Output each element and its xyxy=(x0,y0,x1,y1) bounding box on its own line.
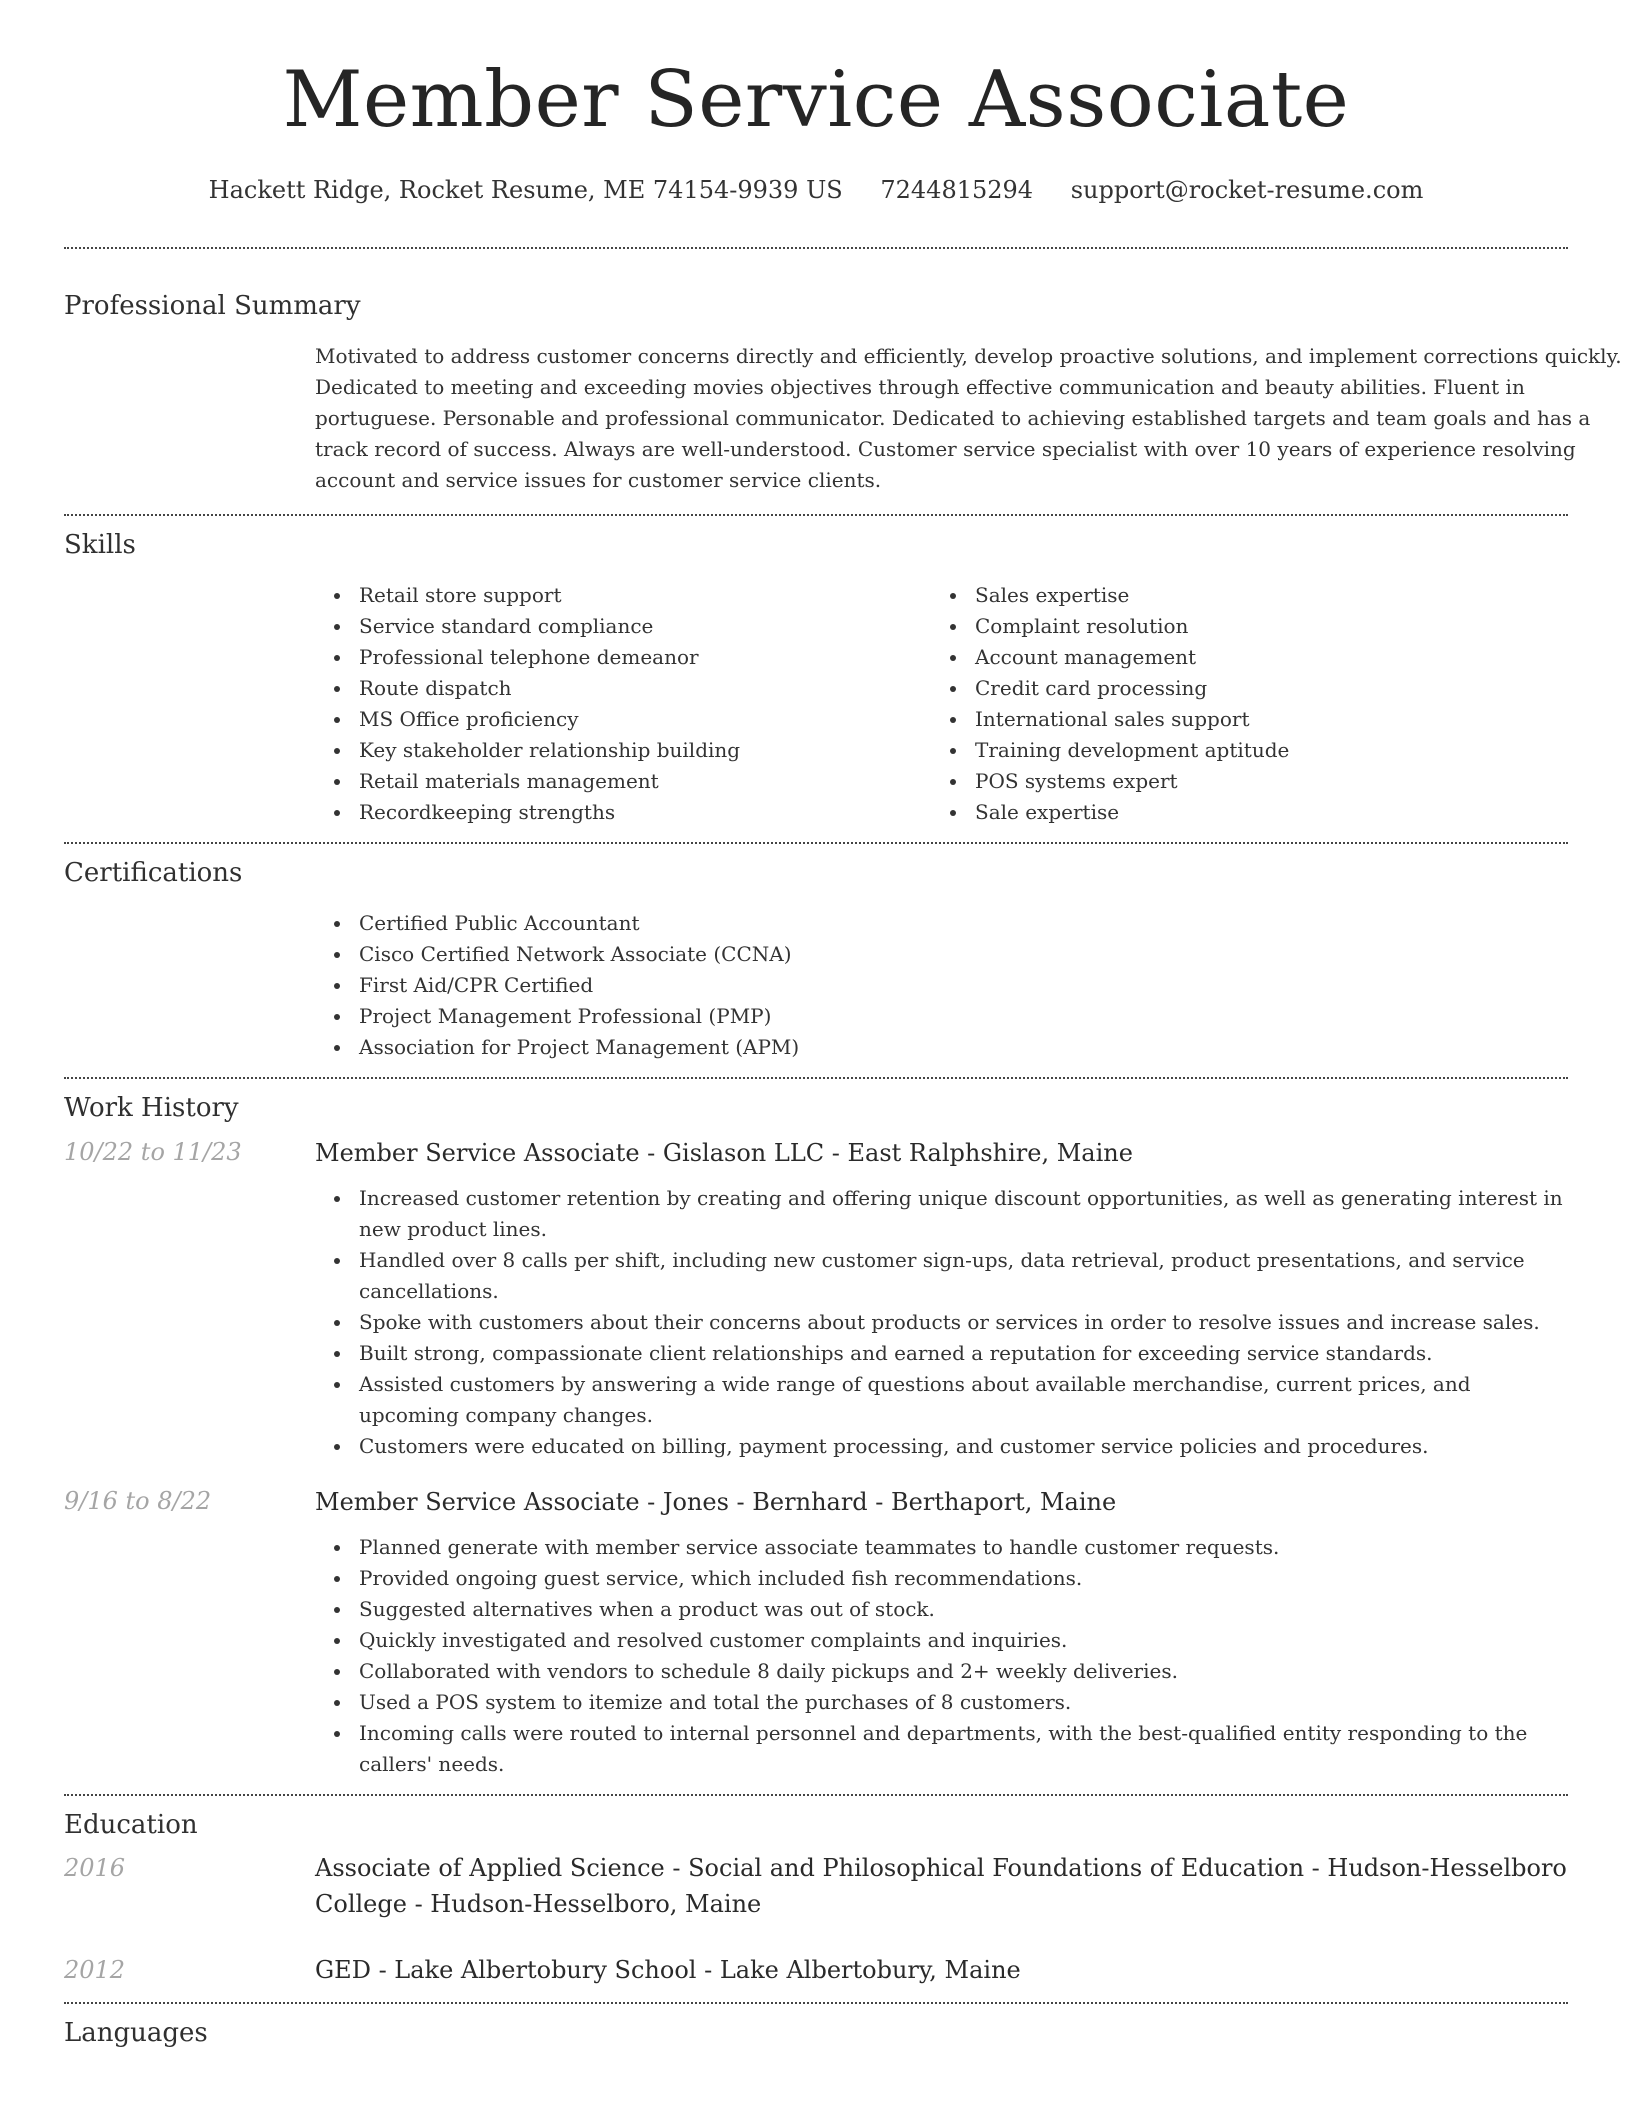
job-bullet: Built strong, compassionate client relationships and earned a reputation for exceeding service standards. xyxy=(315,1338,1568,1369)
job-header xyxy=(64,1135,1568,1171)
skills-list-left xyxy=(315,580,931,828)
job-bullet: Planned generate with member service associate teammates to handle customer requests. xyxy=(315,1532,1568,1563)
skill-item: Sale expertise xyxy=(931,797,1547,828)
education-heading: Education xyxy=(64,1810,198,1840)
job-bullet: Incoming calls were routed to internal personnel and departments, with the best-qualified entity responding to the callers' needs. xyxy=(315,1718,1568,1780)
skill-item: International sales support xyxy=(931,704,1547,735)
job-bullet: Suggested alternatives when a product was out of stock. xyxy=(315,1594,1568,1625)
job-bullet: Used a POS system to itemize and total the purchases of 8 customers. xyxy=(315,1687,1568,1718)
education-year: 2012 xyxy=(64,1956,126,1984)
languages-section xyxy=(64,2004,1568,2050)
summary-text: Motivated to address customer concerns directly and efficiently, develop proactive solutions, and implement corrections quickly. Dedicated to meeting and exceeding movies objectives through effective communication and beauty abilities. Fluent in portuguese. Personable and professional communicator. Dedicated to achieving established targets and team goals and has a track record of success. Always are well-understood. Customer service specialist with over 10 years of experience resolving account and service issues for customer service clients. xyxy=(315,344,1622,492)
contact-address: Hackett Ridge, Rocket Resume, ME 74154-9939 US xyxy=(208,176,843,204)
skill-item: Account management xyxy=(931,642,1547,673)
work-history-heading: Work History xyxy=(64,1093,239,1123)
contact-email: support@rocket-resume.com xyxy=(1070,176,1424,204)
job-entry xyxy=(64,1484,1568,1794)
job-bullet: Quickly investigated and resolved customer complaints and inquiries. xyxy=(315,1625,1568,1656)
skill-item: MS Office proficiency xyxy=(315,704,931,735)
skills-columns xyxy=(315,580,1568,842)
summary-section xyxy=(64,289,1622,514)
skill-item: Service standard compliance xyxy=(315,611,931,642)
skill-item: Recordkeeping strengths xyxy=(315,797,931,828)
certifications-heading: Certifications xyxy=(64,858,243,888)
job-bullet: Increased customer retention by creating and offering unique discount opportunities, as well as generating interest in new product lines. xyxy=(315,1183,1568,1245)
job-entry xyxy=(64,1135,1568,1462)
education-section xyxy=(64,1796,1568,2002)
education-detail: Associate of Applied Science - Social and Philosophical Foundations of Education - Hudson-Hesselboro College - Hudson-Hesselboro, Maine xyxy=(315,1854,1567,1918)
skill-item: Sales expertise xyxy=(931,580,1547,611)
skill-item: Complaint resolution xyxy=(931,611,1547,642)
skill-item: Professional telephone demeanor xyxy=(315,642,931,673)
job-bullet: Spoke with customers about their concerns about products or services in order to resolve issues and increase sales. xyxy=(315,1307,1568,1338)
job-bullets xyxy=(315,1532,1568,1794)
skill-item: Retail materials management xyxy=(315,766,931,797)
skill-item: POS systems expert xyxy=(931,766,1547,797)
languages-heading: Languages xyxy=(64,2018,208,2048)
job-dates: 10/22 to 11/23 xyxy=(64,1138,242,1166)
certification-item: Certified Public Accountant xyxy=(315,908,1568,939)
resume-header xyxy=(64,0,1568,206)
skills-list-right xyxy=(931,580,1547,828)
job-bullet: Assisted customers by answering a wide range of questions about available merchandise, current prices, and upcoming company changes. xyxy=(315,1369,1568,1431)
skills-heading: Skills xyxy=(64,530,136,560)
section-divider xyxy=(64,247,1568,249)
skills-section xyxy=(64,516,1568,842)
summary-heading: Professional Summary xyxy=(64,291,361,321)
contact-phone: 7244815294 xyxy=(880,176,1034,204)
certifications-list xyxy=(315,908,1568,1077)
certification-item: Cisco Certified Network Associate (CCNA) xyxy=(315,939,1568,970)
education-detail: GED - Lake Albertobury School - Lake Albertobury, Maine xyxy=(315,1956,1021,1984)
education-year: 2016 xyxy=(64,1854,126,1882)
job-title: Member Service Associate - Jones - Bernhard - Berthaport, Maine xyxy=(315,1488,1117,1516)
job-dates: 9/16 to 8/22 xyxy=(64,1487,212,1515)
contact-line xyxy=(64,174,1568,206)
job-bullet: Customers were educated on billing, payment processing, and customer service policies and procedures. xyxy=(315,1431,1568,1462)
job-bullet: Handled over 8 calls per shift, including new customer sign-ups, data retrieval, product presentations, and service cancellations. xyxy=(315,1245,1568,1307)
education-entry xyxy=(64,1952,1568,2002)
skill-item: Route dispatch xyxy=(315,673,931,704)
certification-item: First Aid/CPR Certified xyxy=(315,970,1568,1001)
certifications-section xyxy=(64,844,1568,1077)
skill-item: Credit card processing xyxy=(931,673,1547,704)
education-entry xyxy=(64,1850,1568,1922)
candidate-name: Member Service Associate xyxy=(282,55,1350,145)
skill-item: Retail store support xyxy=(315,580,931,611)
certification-item: Project Management Professional (PMP) xyxy=(315,1001,1568,1032)
job-title: Member Service Associate - Gislason LLC - East Ralphshire, Maine xyxy=(315,1139,1133,1167)
work-history-section xyxy=(64,1079,1568,1794)
job-bullets xyxy=(315,1183,1568,1462)
job-bullet: Provided ongoing guest service, which included fish recommendations. xyxy=(315,1563,1568,1594)
skill-item: Training development aptitude xyxy=(931,735,1547,766)
skill-item: Key stakeholder relationship building xyxy=(315,735,931,766)
job-bullet: Collaborated with vendors to schedule 8 daily pickups and 2+ weekly deliveries. xyxy=(315,1656,1568,1687)
certification-item: Association for Project Management (APM) xyxy=(315,1032,1568,1063)
job-header xyxy=(64,1484,1568,1520)
